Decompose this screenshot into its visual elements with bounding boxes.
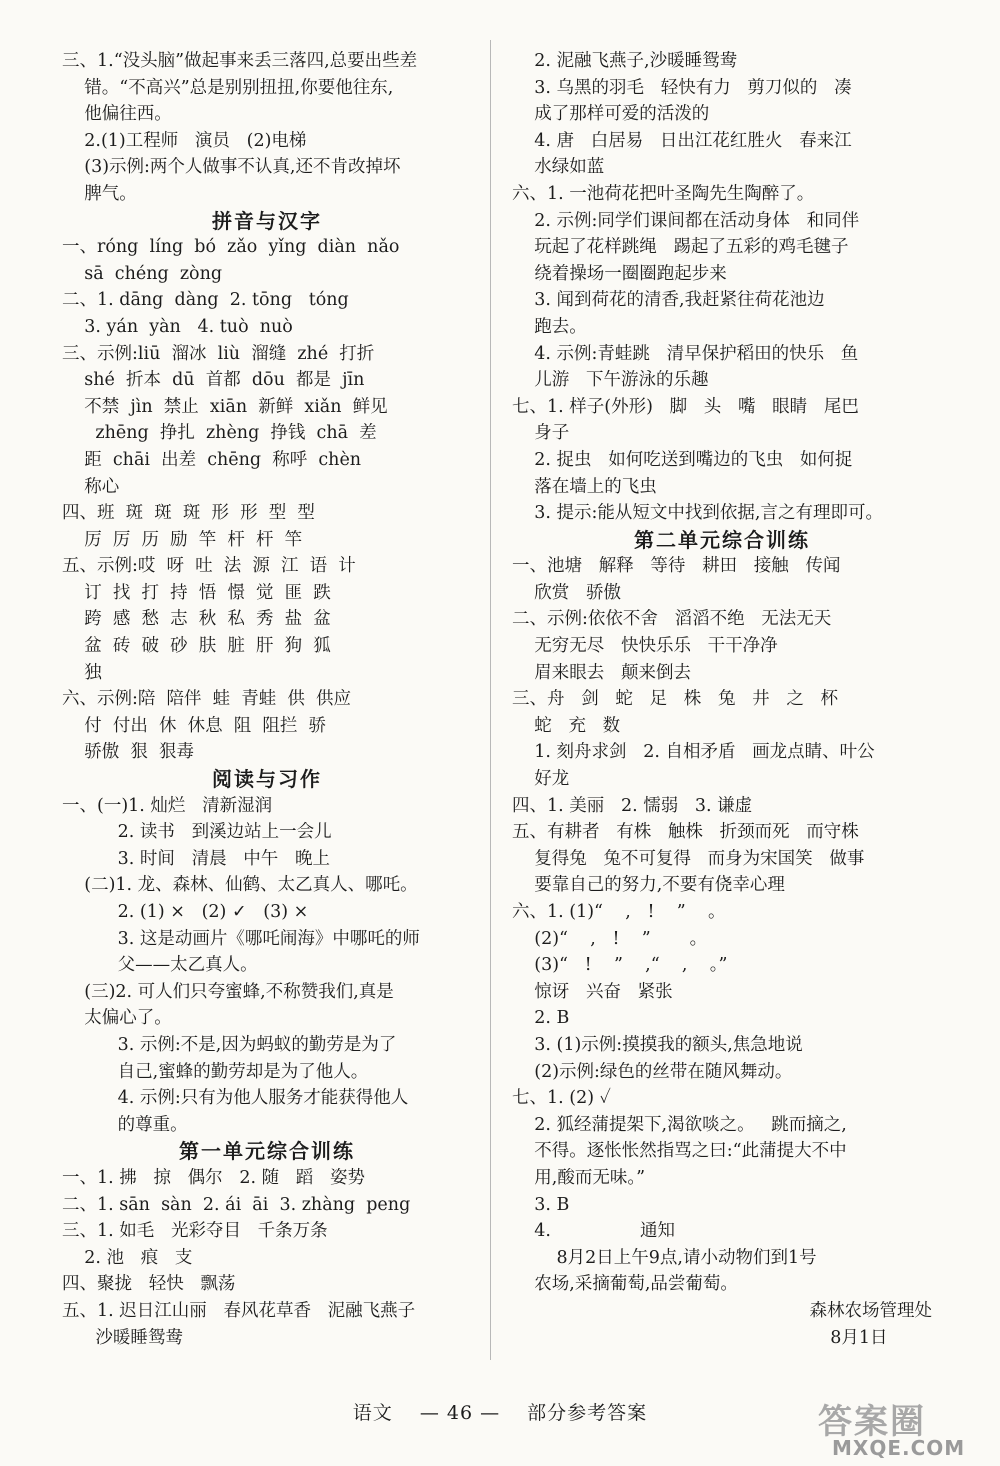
answer-line: shé 折本 dū 首都 dōu 都是 jīn: [62, 370, 365, 391]
answer-line: 三、1.“没头脑”做起事来丢三落四,总要出些差: [62, 51, 418, 71]
answer-line: 太偏心了。: [62, 1008, 172, 1029]
answer-line: 跑去。: [512, 316, 587, 337]
answer-line: 六、示例:陪 陪伴 蛙 青蛙 供 供应: [62, 689, 352, 710]
answer-line: 不得。逐怅怅然指骂之曰:“此蒲提大不中: [512, 1141, 847, 1162]
answer-line: 错。“不高兴”总是别别扭扭,你要他往东,: [62, 77, 394, 98]
answer-line: 4. 唐 白居易 日出江花红胜火 春来江: [512, 130, 852, 151]
answer-line: 付 付出 休 休息 阻 阻拦 骄: [62, 715, 327, 736]
answer-line: 无穷无尽 快快乐乐 干干净净: [512, 636, 778, 657]
answer-line: (二)1. 龙、森林、仙鹤、太乙真人、哪吒。: [62, 875, 418, 896]
answer-line: 四、聚拢 轻快 飘荡: [62, 1274, 236, 1295]
section-heading: 阅读与习作: [212, 767, 322, 792]
answer-line: 七、1. 样子(外形) 脚 头 嘴 眼睛 尾巴: [512, 396, 859, 417]
answer-line: 2. 捉虫 如何吃送到嘴边的飞虫 如何捉: [512, 449, 853, 470]
answer-line: 2. B: [512, 1008, 570, 1029]
answer-line: 欣赏 骄傲: [512, 582, 621, 603]
answer-line: 4. 通知: [512, 1221, 675, 1242]
answer-line: 3. 提示:能从短文中找到依据,言之有理即可。: [512, 503, 883, 524]
answer-line: 七、1. (2) ✓: [512, 1088, 611, 1109]
answer-line: (3)“ ! ” ,“ , 。”: [512, 955, 728, 976]
answer-line: 一、róng líng bó zǎo yǐng diàn nǎo: [62, 237, 400, 258]
answer-line: 不禁 jìn 禁止 xiān 新鲜 xiǎn 鲜见: [62, 396, 388, 417]
answer-line: 骄傲 狠 狠毒: [62, 742, 195, 763]
answer-line: 蛇 充 数: [512, 715, 621, 736]
answer-line: 3. 示例:不是,因为蚂蚁的勤劳是为了: [62, 1034, 397, 1055]
answer-line: 五、1. 迟日江山丽 春风花草香 泥融飞燕子: [62, 1300, 416, 1321]
answer-line: 二、1. dāng dàng 2. tōng tóng: [62, 290, 349, 311]
answer-line: 玩起了花样跳绳 踢起了五彩的鸡毛毽子: [512, 237, 849, 258]
answer-line: 五、有耕者 有株 触株 折颈而死 而守株: [512, 822, 859, 843]
answer-line: 2. 读书 到溪边站上一会儿: [62, 822, 332, 843]
answer-line: 一、池塘 解释 等待 耕田 接触 传闻: [512, 556, 841, 577]
section-heading: 第二单元综合训练: [634, 527, 810, 552]
section-heading: 拼音与汉字: [212, 208, 322, 233]
answer-line: 农场,采摘葡萄,品尝葡萄。: [512, 1274, 738, 1295]
answer-line: 用,酸而无味。”: [512, 1167, 646, 1188]
answer-line: 3. 时间 清晨 中午 晚上: [62, 848, 330, 869]
answer-line: 他偏往西。: [62, 104, 172, 125]
answer-line: 成了那样可爱的活泼的: [512, 104, 710, 125]
watermark-url: MXQE.COM: [832, 1436, 966, 1460]
answer-line: 要靠自己的努力,不要有侥幸心理: [512, 875, 785, 896]
answer-line: 儿游 下午游泳的乐趣: [512, 370, 709, 391]
right-column: [512, 48, 932, 1351]
answer-line: 称心: [62, 476, 120, 497]
answer-line: 3. yán yàn 4. tuò nuò: [62, 316, 293, 337]
answer-line: 3. B: [512, 1194, 570, 1215]
answer-line: 4. 示例:只有为他人服务才能获得他人: [62, 1088, 409, 1109]
answer-line: 盆 砖 破 砂 肤 脏 肝 狗 狐: [62, 636, 331, 657]
column-divider: [490, 40, 491, 1360]
answer-line: 一、(一)1. 灿烂 清新湿润: [62, 795, 273, 816]
watermark-text: 答案圈: [818, 1402, 926, 1442]
answer-line: 六、1. 一池荷花把叶圣陶先生陶醉了。: [512, 183, 815, 204]
answer-line: 2. 池 痕 支: [62, 1247, 193, 1268]
footer-subject: 语文: [352, 1402, 393, 1424]
answer-line: 父——太乙真人。: [62, 955, 258, 976]
answer-line: 三、1. 如毛 光彩夺目 千条万条: [62, 1221, 328, 1242]
footer-page-number: — 46 —: [419, 1402, 501, 1424]
answer-line: 六、1. (1)“ , ! ” 。: [512, 902, 726, 922]
answer-line: (2)示例:绿色的丝带在随风舞动。: [512, 1061, 793, 1082]
answer-line: 3. 闻到荷花的清香,我赶紧往荷花池边: [512, 290, 825, 311]
answer-line: 8月2日上午9点,请小动物们到1号: [512, 1247, 817, 1268]
answer-line: 3. (1)示例:摸摸我的额头,焦急地说: [512, 1034, 803, 1055]
answer-line: 复得兔 兔不可复得 而身为宋国笑 做事: [512, 848, 865, 869]
answer-line: 距 chāi 出差 chēng 称呼 chèn: [62, 449, 362, 470]
answer-line: 五、示例:哎 呀 吐 法 源 江 语 计: [62, 556, 356, 577]
answer-line: 跨 感 愁 志 秋 私 秀 盐 盆: [62, 609, 331, 630]
answer-line: (三)2. 可人们只夸蜜蜂,不称赞我们,真是: [62, 981, 394, 1002]
answer-line: 一、1. 拂 掠 偶尔 2. 随 蹈 姿势: [62, 1167, 365, 1188]
answer-line: 森林农场管理处: [809, 1300, 932, 1321]
answer-line: 4. 示例:青蛙跳 清早保护稻田的快乐 鱼: [512, 343, 859, 364]
answer-line: 2. 泥融飞燕子,沙暖睡鸳鸯: [512, 51, 738, 71]
answer-line: 1. 刻舟求剑 2. 自相矛盾 画龙点睛、叶公: [512, 742, 875, 763]
answer-line: 订 找 打 持 悟 憬 觉 匪 跌: [62, 582, 331, 603]
answer-line: 厉 厉 历 励 竿 杆 杆 竿: [62, 529, 303, 550]
answer-line: 四、1. 美丽 2. 懦弱 3. 谦虚: [512, 795, 753, 816]
answer-line: sā chéng zòng: [62, 263, 223, 284]
answer-line: 二、示例:依依不舍 滔滔不绝 无法无天: [512, 609, 832, 630]
answer-line: 四、班 斑 斑 斑 形 形 型 型: [62, 503, 315, 524]
answer-line: (2)“ , ! ” 。: [512, 928, 708, 949]
answer-line: 独: [62, 662, 102, 683]
answer-line: 二、1. sān sàn 2. ái āi 3. zhàng peng: [62, 1194, 411, 1215]
answer-line: zhēng 挣扎 zhèng 挣钱 chā 差: [62, 423, 377, 444]
answer-line: 3. 这是动画片《哪吒闹海》中哪吒的师: [62, 928, 420, 949]
answer-line: 2. 狐经蒲提架下,渴欲啖之。 跳而摘之,: [512, 1114, 847, 1135]
answer-line: 眉来眼去 颠来倒去: [512, 662, 691, 683]
answer-line: 惊讶 兴奋 紧张: [512, 981, 673, 1002]
answer-line: 的尊重。: [62, 1114, 188, 1135]
answer-line: 2. (1) × (2) ✓ (3) ×: [62, 902, 309, 922]
left-column: [62, 48, 472, 1351]
answer-line: 8月1日: [830, 1327, 932, 1348]
answer-line: 脾气。: [62, 183, 137, 204]
footer-section: 部分参考答案: [527, 1402, 648, 1424]
answer-line: 水绿如蓝: [512, 157, 605, 178]
answer-line: 三、舟 剑 蛇 足 株 兔 井 之 杯: [512, 689, 839, 710]
watermark-logo: [818, 1402, 986, 1462]
answer-line: 沙暖睡鸳鸯: [62, 1327, 183, 1348]
answer-line: 落在墙上的飞虫: [512, 476, 657, 497]
answer-line: 好龙: [512, 769, 570, 790]
answer-line: 身子: [512, 423, 570, 444]
answer-line: 自己,蜜蜂的勤劳却是为了他人。: [62, 1061, 369, 1082]
answer-line: 2.(1)工程师 演员 (2)电梯: [62, 130, 307, 151]
answer-line: (3)示例:两个人做事不认真,还不肯改掉坏: [62, 157, 401, 178]
answer-line: 3. 乌黑的羽毛 轻快有力 剪刀似的 凑: [512, 77, 852, 98]
answer-line: 绕着操场一圈圈跑起步来: [512, 263, 727, 284]
answer-line: 三、示例:liū 溜冰 liù 溜缝 zhé 打折: [62, 343, 375, 364]
answer-line: 2. 示例:同学们课间都在活动身体 和同伴: [512, 210, 860, 231]
section-heading: 第一单元综合训练: [179, 1139, 355, 1164]
